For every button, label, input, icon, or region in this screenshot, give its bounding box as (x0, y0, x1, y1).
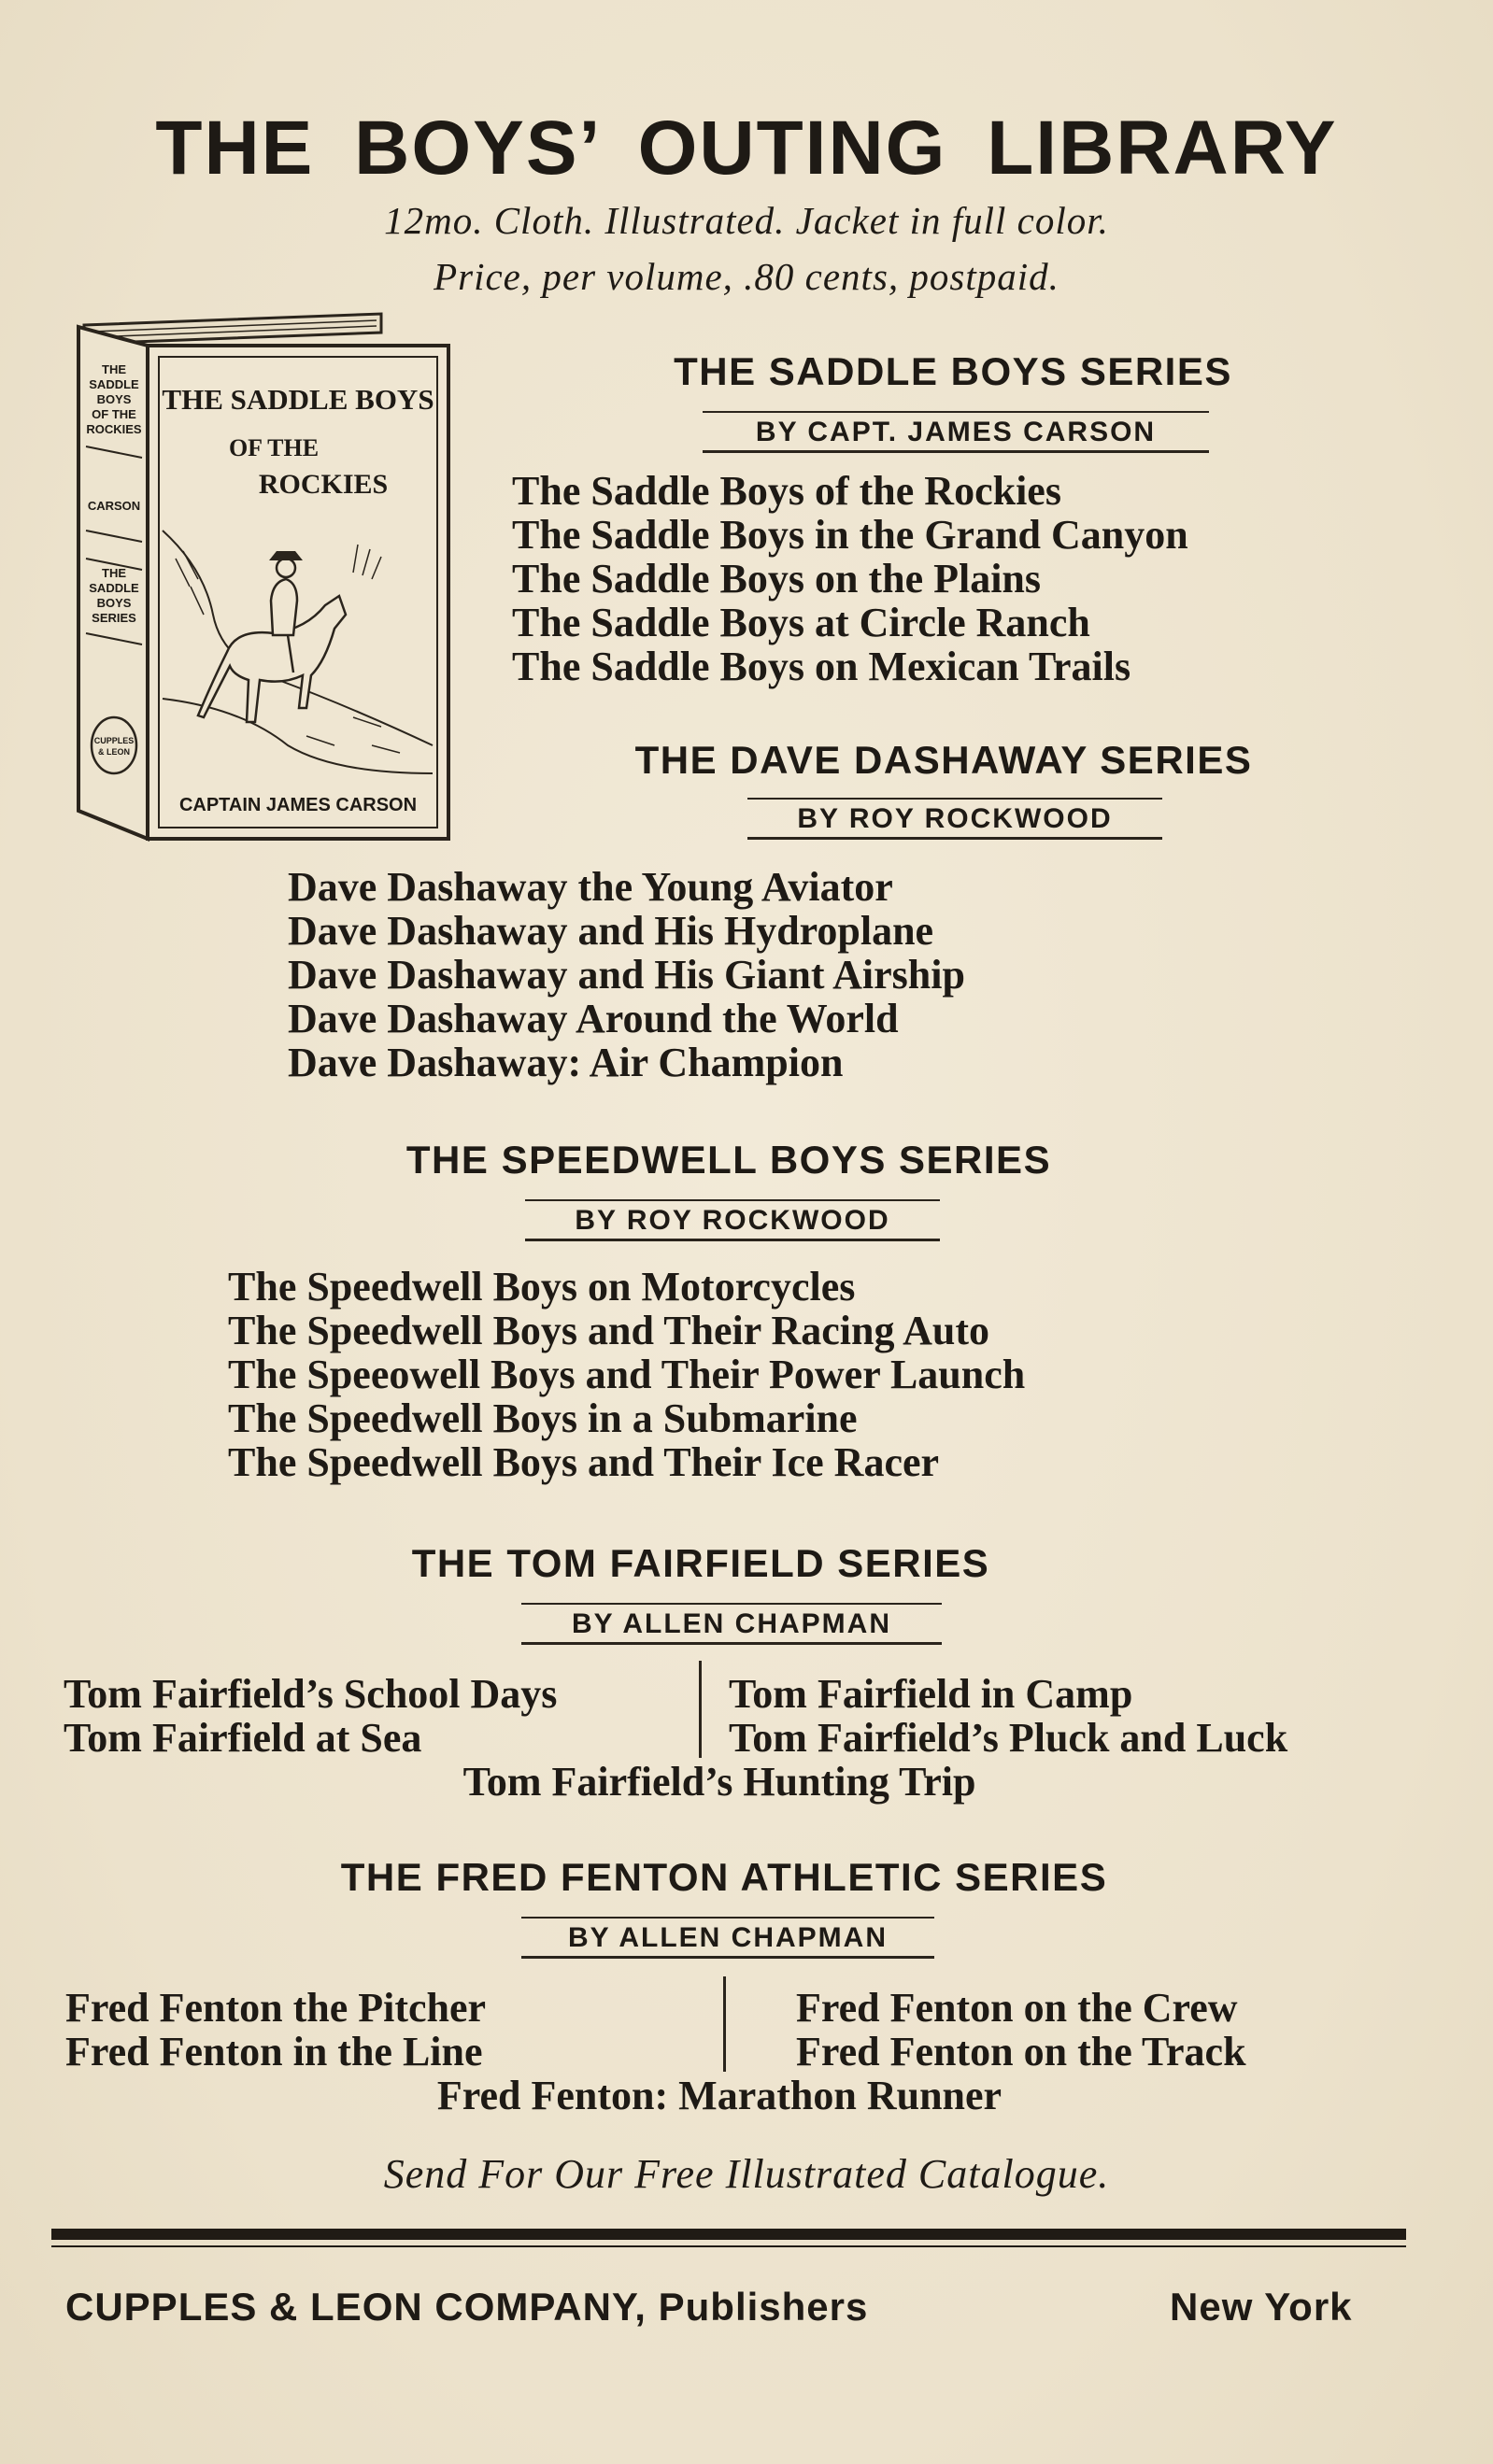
catalogue-offer: Send For Our Free Illustrated Catalogue. (383, 2151, 1110, 2197)
spine-author: CARSON (87, 499, 141, 513)
book-title: Fred Fenton: Marathon Runner (436, 2073, 1002, 2118)
column-divider (699, 1661, 702, 1758)
footer-rule-thin (51, 2245, 1406, 2247)
spine-title-1: THE (102, 362, 126, 376)
series-author-speedwell-boys: BY ROY ROCKWOOD (525, 1199, 940, 1241)
book-title: The Speedwell Boys and Their Racing Auto (228, 1308, 989, 1353)
book-list-tom-fairfield-center (280, 1760, 1159, 1804)
series-title-saddle-boys: THE SADDLE BOYS SERIES (674, 349, 1232, 393)
book-list-dave-dashaway (288, 865, 965, 1084)
spine-title-3: BOYS (96, 392, 132, 406)
book-title: Tom Fairfield in Camp (729, 1671, 1133, 1717)
book-list-tom-fairfield-right (729, 1672, 1287, 1760)
cover-author: CAPTAIN JAMES CARSON (178, 795, 418, 815)
series-author-saddle-boys: BY CAPT. JAMES CARSON (703, 411, 1209, 453)
book-title: The Speedwell Boys on Motorcycles (228, 1264, 856, 1310)
book-title: Tom Fairfield’s Pluck and Luck (729, 1715, 1288, 1761)
book-title: The Speedwell Boys in a Submarine (228, 1395, 858, 1441)
book-title: Dave Dashaway the Young Aviator (288, 864, 893, 910)
book-list-fred-fenton-left (65, 1986, 486, 2074)
publisher-city: New York (1170, 2285, 1353, 2329)
book-title: Fred Fenton on the Track (796, 2029, 1246, 2075)
book-title: Tom Fairfield’s School Days (64, 1671, 558, 1717)
series-title-speedwell-boys: THE SPEEDWELL BOYS SERIES (405, 1138, 1052, 1182)
library-title: THE BOYS’ OUTING LIBRARY (155, 106, 1338, 191)
book-list-tom-fairfield-left (64, 1672, 557, 1760)
spine-title-5: ROCKIES (86, 422, 142, 436)
series-author-tom-fairfield: BY ALLEN CHAPMAN (521, 1603, 942, 1645)
book-title: Tom Fairfield at Sea (64, 1715, 422, 1761)
book-title: The Saddle Boys on Mexican Trails (512, 644, 1131, 689)
spine-series-3: BOYS (96, 596, 132, 610)
book-title: Fred Fenton the Pitcher (65, 1985, 487, 2031)
book-title: Tom Fairfield’s Hunting Trip (462, 1759, 976, 1805)
book-title: Fred Fenton on the Crew (796, 1985, 1238, 2031)
book-title: The Saddle Boys in the Grand Canyon (512, 512, 1188, 558)
book-list-speedwell-boys (228, 1265, 1025, 1484)
spine-publisher-2: & LEON (97, 747, 131, 757)
book-title: The Speedwell Boys and Their Ice Racer (228, 1439, 940, 1485)
spine-series-1: THE (102, 566, 126, 580)
series-title-fred-fenton: THE FRED FENTON ATHLETIC SERIES (340, 1855, 1108, 1899)
cover-title-line-1: THE SADDLE BOYS (162, 383, 434, 416)
spine-series-4: SERIES (92, 611, 136, 625)
series-author-dave-dashaway: BY ROY ROCKWOOD (747, 798, 1162, 840)
book-title: The Speeowell Boys and Their Power Launch (228, 1352, 1026, 1397)
footer-rule (51, 2229, 1406, 2240)
book-title: Dave Dashaway and His Hydroplane (288, 908, 934, 954)
spine-title-4: OF THE (92, 407, 136, 421)
series-title-tom-fairfield: THE TOM FAIRFIELD SERIES (411, 1541, 990, 1585)
book-list-saddle-boys (512, 469, 1188, 688)
book-title: The Saddle Boys at Circle Ranch (512, 600, 1090, 645)
book-title: The Saddle Boys on the Plains (512, 556, 1042, 602)
column-divider (723, 1976, 726, 2072)
book-list-fred-fenton-center (280, 2074, 1159, 2117)
book-title: The Saddle Boys of the Rockies (512, 468, 1061, 514)
book-cover-illustration (73, 306, 456, 843)
spine-publisher-1: CUPPLES (93, 736, 135, 745)
book-list-fred-fenton-right (796, 1986, 1246, 2074)
publisher-name: CUPPLES & LEON COMPANY, Publishers (65, 2285, 869, 2329)
series-author-fred-fenton: BY ALLEN CHAPMAN (521, 1917, 934, 1959)
spine-series-2: SADDLE (89, 581, 139, 595)
price-details: Price, per volume, .80 cents, postpaid. (434, 255, 1059, 298)
cover-title-line-3: ROCKIES (258, 469, 389, 500)
book-title: Dave Dashaway: Air Champion (288, 1040, 844, 1085)
book-title: Fred Fenton in the Line (65, 2029, 483, 2075)
book-title: Dave Dashaway Around the World (288, 996, 899, 1041)
format-details: 12mo. Cloth. Illustrated. Jacket in full color. (384, 199, 1109, 242)
book-title: Dave Dashaway and His Giant Airship (288, 952, 965, 998)
cover-title-line-2: OF THE (228, 434, 320, 461)
series-title-dave-dashaway: THE DAVE DASHAWAY SERIES (634, 738, 1253, 782)
spine-title-2: SADDLE (89, 377, 139, 391)
